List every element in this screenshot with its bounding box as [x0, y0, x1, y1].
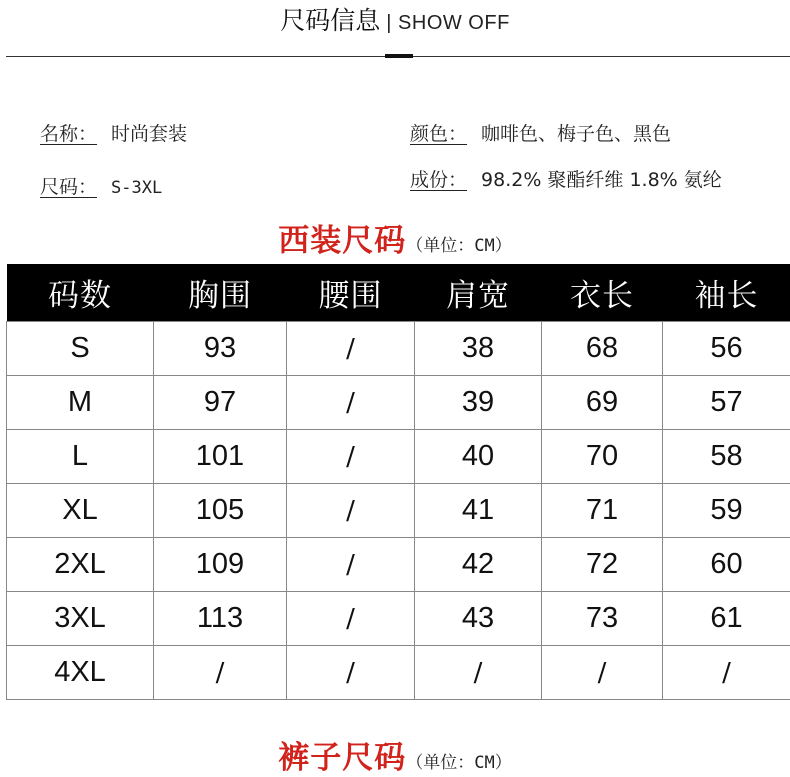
table-cell: /: [287, 484, 415, 538]
table-cell: 40: [415, 430, 542, 484]
col-header-length: 衣长: [542, 264, 663, 322]
table-cell: 39: [415, 376, 542, 430]
table-cell: 4XL: [7, 646, 154, 700]
table-cell: 105: [154, 484, 287, 538]
table-cell: /: [542, 646, 663, 700]
table-cell: 71: [542, 484, 663, 538]
table-cell: L: [7, 430, 154, 484]
info-material: [410, 168, 722, 192]
table-row: [7, 592, 790, 646]
table-cell: 101: [154, 430, 287, 484]
table-cell: 42: [415, 538, 542, 592]
color-label: 颜色：: [410, 123, 467, 145]
table-cell: 3XL: [7, 592, 154, 646]
size-table-header: [7, 264, 790, 322]
size-label: 尺码：: [40, 176, 97, 198]
table-cell: 38: [415, 322, 542, 376]
col-header-chest: 胸围: [154, 264, 287, 322]
table-cell: 69: [542, 376, 663, 430]
table-cell: 113: [154, 592, 287, 646]
table-cell: 43: [415, 592, 542, 646]
page-header: [0, 0, 790, 58]
table-cell: 56: [663, 322, 790, 376]
info-name: [40, 122, 187, 146]
header-title-en: SHOW OFF: [398, 12, 510, 34]
table-row: [7, 376, 790, 430]
pants-size-heading: [0, 732, 790, 777]
col-header-shoulder: 肩宽: [415, 264, 542, 322]
name-label: 名称：: [40, 123, 97, 145]
material-value: 98.2% 聚酯纤维 1.8% 氨纶: [481, 169, 722, 191]
table-row: [7, 322, 790, 376]
table-cell: 60: [663, 538, 790, 592]
table-cell: /: [287, 430, 415, 484]
suit-size-unit: （单位：CM）: [406, 236, 511, 256]
info-size: [40, 175, 162, 200]
table-cell: /: [663, 646, 790, 700]
header-rule-accent: [385, 54, 413, 58]
color-value: 咖啡色、梅子色、黑色: [481, 123, 671, 145]
table-row: [7, 646, 790, 700]
header-divider: |: [380, 12, 398, 34]
header-title-cn: 尺码信息: [280, 6, 380, 35]
table-cell: S: [7, 322, 154, 376]
table-cell: 2XL: [7, 538, 154, 592]
table-cell: 70: [542, 430, 663, 484]
size-value: S-3XL: [111, 178, 162, 198]
table-cell: 97: [154, 376, 287, 430]
table-cell: 61: [663, 592, 790, 646]
table-cell: XL: [7, 484, 154, 538]
table-cell: 58: [663, 430, 790, 484]
pants-size-unit: （单位：CM）: [406, 753, 511, 773]
table-cell: M: [7, 376, 154, 430]
table-cell: 109: [154, 538, 287, 592]
table-cell: 93: [154, 322, 287, 376]
table-cell: /: [415, 646, 542, 700]
table-cell: 68: [542, 322, 663, 376]
header-title: [0, 6, 790, 39]
table-cell: 57: [663, 376, 790, 430]
table-cell: 41: [415, 484, 542, 538]
table-cell: /: [287, 376, 415, 430]
table-cell: /: [287, 322, 415, 376]
material-label: 成份：: [410, 169, 467, 191]
table-cell: /: [287, 592, 415, 646]
table-cell: 73: [542, 592, 663, 646]
pants-size-title: 裤子尺码: [278, 740, 406, 776]
suit-size-title: 西装尺码: [278, 223, 406, 259]
table-cell: /: [154, 646, 287, 700]
name-value: 时尚套装: [111, 123, 187, 145]
info-color: [410, 122, 671, 146]
suit-size-heading: [0, 215, 790, 260]
table-cell: /: [287, 646, 415, 700]
col-header-size: 码数: [7, 264, 154, 322]
table-row: [7, 538, 790, 592]
table-cell: 59: [663, 484, 790, 538]
size-table: [6, 264, 790, 700]
table-row: [7, 430, 790, 484]
table-row: [7, 484, 790, 538]
col-header-sleeve: 袖长: [663, 264, 790, 322]
table-cell: 72: [542, 538, 663, 592]
table-cell: /: [287, 538, 415, 592]
col-header-waist: 腰围: [287, 264, 415, 322]
